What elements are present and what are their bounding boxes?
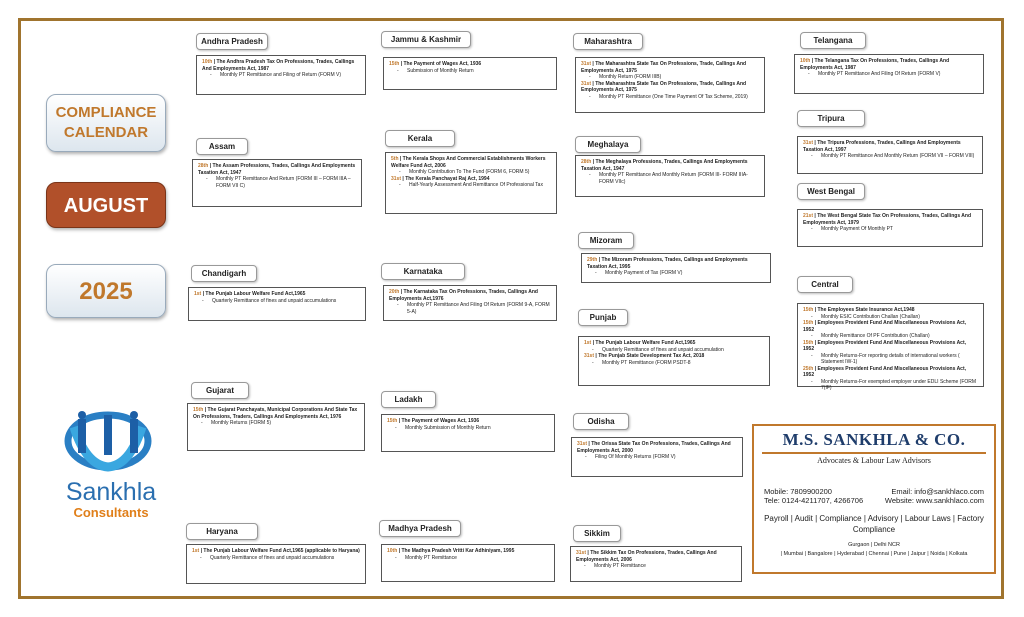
website-link[interactable]: Website: www.sankhlaco.com	[884, 496, 984, 505]
due-date: 31st	[577, 441, 589, 447]
state-box-wb	[797, 209, 983, 247]
compliance-item: - Monthly PT Remittance And Monthly Return (FORM III- FORM IIIA-FORM VIIc)	[581, 172, 759, 185]
state-box-haryana	[186, 544, 366, 584]
state-box-chandigarh	[188, 287, 366, 321]
compliance-item: - Monthly PT Remittance (One Time Payment Of Tax Scheme, 2019)	[581, 94, 759, 101]
act-name: | The Andhra Pradesh Tax On Professions, Trades, Callings And Employments Act, 1987	[202, 59, 355, 72]
state-box-maharashtra	[575, 57, 765, 113]
act-name: | The Punjab Labour Welfare Fund Act,1965	[592, 340, 696, 346]
compliance-item: - Monthly Payment of Tax (FORM V)	[587, 270, 765, 277]
act-title	[193, 407, 359, 420]
state-tag-sikkim: Sikkim	[573, 525, 621, 542]
act-name: | The Karnataka Tax On Professions, Trades, Callings And Employments Act,1976	[389, 289, 538, 302]
act-name: | The Madhya Pradesh Vritti Kar Adhiniyam, 1995	[398, 548, 515, 554]
due-date: 15th	[387, 418, 399, 424]
act-title	[202, 59, 360, 72]
act-title	[800, 58, 978, 71]
compliance-item: - Quarterly Remittance of fines and unpaid accumulation	[584, 347, 764, 354]
state-box-sikkim	[570, 546, 742, 582]
state-box-jk	[383, 57, 557, 90]
state-tag-telangana: Telangana	[800, 32, 866, 49]
act-name: | The Mizoram Professions, Trades, Callings and Employments Taxation Act, 1995	[587, 257, 748, 270]
brand-name: Sankhla	[65, 478, 157, 506]
state-tag-ladakh: Ladakh	[381, 391, 436, 408]
compliance-item: - Monthly Return (FORM IIIB)	[581, 74, 759, 81]
sankhla-logo	[46, 405, 176, 525]
due-date: 31st	[391, 175, 403, 182]
due-date: 15th	[193, 407, 205, 413]
act-name: | Employees Provident Fund And Miscellaneous Provisions Act, 1952	[803, 365, 967, 378]
state-tag-kerala: Kerala	[385, 130, 455, 147]
email-address[interactable]: Email: info@sankhlaco.com	[891, 487, 984, 496]
act-name: | The Telangana Tax On Professions, Trades, Callings And Employments Act, 1987	[800, 58, 950, 71]
telephone-number: Tele: 0124-4211707, 4266706	[764, 496, 864, 505]
state-box-karnataka	[383, 285, 557, 321]
state-box-odisha	[571, 437, 743, 477]
act-title	[576, 550, 736, 563]
compliance-item: - Monthly PT Remittance And Monthly Return (FORM VII – FORM VIII)	[803, 153, 977, 160]
locations-other: | Mumbai | Bangalore | Hyderabad | Chennai | Pune | Jaipur | Noida | Kolkata	[780, 551, 968, 557]
compliance-item: - Monthly PT Remittance And Filing Of Return (FORM V)	[800, 71, 978, 78]
state-box-mizoram	[581, 253, 771, 283]
locations-main: Gurgaon | Delhi NCR	[848, 542, 900, 548]
due-date: 25th	[803, 365, 815, 372]
due-date: 31st	[576, 550, 588, 556]
compliance-item: - Quarterly Remittance of fines and unpaid accumulations	[194, 298, 360, 305]
state-box-telangana	[794, 54, 984, 94]
due-date: 28th	[198, 163, 210, 169]
state-box-mp	[381, 544, 555, 582]
act-name: | Employees Provident Fund And Miscellaneous Provisions Act, 1952	[803, 339, 967, 352]
mobile-number: Mobile: 7809900200	[764, 487, 832, 496]
act-title	[803, 366, 978, 379]
act-name: | The Punjab Labour Welfare Fund Act,1965	[202, 291, 306, 297]
compliance-item: - Monthly ESIC Contribution Challan (Challan)	[803, 314, 978, 321]
compliance-item: - Monthly PT Remittance	[387, 555, 549, 562]
month-label: AUGUST	[46, 182, 166, 228]
state-tag-central: Central	[797, 276, 853, 293]
act-title	[391, 156, 551, 169]
state-tag-mp: Madhya Pradesh	[379, 520, 461, 537]
state-box-central	[797, 303, 984, 391]
contact-card	[752, 424, 996, 574]
compliance-item: - Submission of Monthly Return	[389, 68, 551, 75]
due-date: 31st	[803, 140, 815, 146]
due-date: 29th	[587, 257, 599, 263]
act-name: | The Gujarat Panchayats, Municipal Corporations And State Tax On Professions, Traders, Callings And Employments Act, 1976	[193, 407, 358, 420]
act-name: | The Tripura Professions, Trades, Callings And Employments Taxation Act, 1997	[803, 140, 961, 153]
compliance-calendar-title: COMPLIANCE CALENDAR	[46, 94, 166, 152]
year-label: 2025	[46, 264, 166, 318]
act-name: | The Punjab Labour Welfare Fund Act,1965 (applicable to Haryana)	[200, 548, 360, 554]
company-name: M.S. SANKHLA & CO.	[782, 430, 966, 449]
act-title	[587, 257, 765, 270]
services-list: Payroll | Audit | Compliance | Advisory | Labour Laws | Factory Compliance	[764, 514, 984, 534]
compliance-item: - Monthly PT Remittance and Filing of Return (FORM V)	[202, 72, 360, 79]
state-tag-punjab: Punjab	[578, 309, 628, 326]
state-tag-meghalaya: Meghalaya	[575, 136, 641, 153]
due-date: 20th	[389, 289, 401, 295]
act-name: | The Punjab State Development Tax Act, 2018	[595, 353, 705, 359]
due-date: 5th	[391, 156, 400, 162]
brand-subtitle: Consultants	[73, 505, 149, 520]
act-name: | The Kerala Shops And Commercial Establishments Workers Welfare Fund Act, 2006	[391, 156, 546, 169]
due-date: 31st	[581, 80, 593, 87]
due-date: 1st	[192, 548, 201, 554]
state-tag-maharashtra: Maharashtra	[573, 33, 643, 50]
compliance-item: - Monthly Submission of Monthly Return	[387, 425, 549, 432]
act-title	[577, 441, 737, 454]
state-tag-mizoram: Mizoram	[578, 232, 634, 249]
compliance-item: - Monthly PT Remittance And Filing Of Return (FORM 9-A, FORM 5-A)	[389, 302, 551, 315]
act-name: | The Employees State Insurance Act,1948	[814, 307, 915, 313]
due-date: 15th	[389, 61, 401, 67]
divider	[762, 452, 986, 454]
act-name: | The Meghalaya Professions, Trades, Callings And Employments Taxation Act, 1947	[581, 159, 748, 172]
due-date: 15th	[803, 320, 815, 326]
state-tag-chandigarh: Chandigarh	[191, 265, 257, 282]
state-box-meghalaya	[575, 155, 765, 197]
act-title	[581, 159, 759, 172]
compliance-item: - Monthly Returns-For exempted employer under EDLI Scheme (FORM 7(IF)	[803, 379, 978, 392]
act-name: | The Maharashtra State Tax On Professions, Trade, Callings And Employments Act, 1975	[581, 61, 747, 74]
compliance-item: - Filing Of Monthly Returns (FORM V)	[577, 454, 737, 461]
act-title	[198, 163, 356, 176]
act-title	[803, 140, 977, 153]
act-name: | The Kerala Panchayat Raj Act, 1994	[402, 175, 490, 182]
state-tag-wb: West Bengal	[797, 183, 865, 200]
act-title	[803, 340, 978, 353]
act-name: | The West Bengal State Tax On Professions, Trades, Callings And Employments Act, 1979	[803, 213, 972, 226]
compliance-item: - Monthly PT Remittance (FORM PSDT-8	[584, 360, 764, 367]
state-box-ladakh	[381, 414, 555, 452]
compliance-item: - Quarterly Remittance of fines and unpaid accumulations	[192, 555, 360, 562]
state-tag-jk: Jammu & Kashmir	[381, 31, 471, 48]
compliance-item: - Monthly Contribution To The Fund (FORM 6, FORM 5)	[391, 169, 551, 176]
due-date: 10th	[800, 58, 812, 64]
act-title	[803, 213, 977, 226]
compliance-item: - Monthly Returns-For reporting details of international workers ( Statement IW-1)	[803, 353, 978, 366]
state-tag-odisha: Odisha	[573, 413, 629, 430]
act-name: | The Payment of Wages Act, 1936	[400, 61, 482, 67]
act-name: | The Sikkim Tax On Professions, Trades, Callings And Employments Act, 2006	[576, 550, 717, 563]
state-box-andhra	[196, 55, 366, 95]
compliance-item: - Half-Yearly Assessment And Remittance Of Professional Tax	[391, 182, 551, 189]
due-date: 15th	[803, 307, 815, 313]
state-box-assam	[192, 159, 362, 207]
act-title	[803, 320, 978, 333]
state-tag-gujarat: Gujarat	[191, 382, 249, 399]
compliance-item: - Monthly PT Remittance	[576, 563, 736, 570]
state-tag-andhra: Andhra Pradesh	[196, 33, 268, 50]
act-title	[581, 61, 759, 74]
compliance-item: - Monthly Returns (FORM 5)	[193, 420, 359, 427]
state-tag-tripura: Tripura	[797, 110, 865, 127]
compliance-item: - Monthly Payment Of Monthly PT	[803, 226, 977, 233]
state-tag-karnataka: Karnataka	[381, 263, 465, 280]
act-name: | The Maharashtra State Tax On Professions, Trade, Callings And Employments Act, 1975	[581, 80, 747, 93]
act-title	[581, 81, 759, 94]
due-date: 10th	[387, 548, 399, 554]
company-tagline: Advocates & Labour Law Advisors	[817, 456, 931, 465]
act-name: | The Orissa State Tax On Professions, Trades, Callings And Employments Act, 2000	[577, 441, 731, 454]
due-date: 28th	[581, 159, 593, 165]
act-name: | Employees Provident Fund And Miscellaneous Provisions Act, 1952	[803, 320, 967, 333]
compliance-item: - Monthly PT Remittance And Return (FORM III – FORM IIIA – FORM VII C)	[198, 176, 356, 189]
due-date: 31st	[581, 61, 593, 67]
state-tag-assam: Assam	[196, 138, 248, 155]
state-box-gujarat	[187, 403, 365, 451]
state-box-punjab	[578, 336, 770, 386]
due-date: 21st	[803, 213, 815, 219]
act-title	[389, 289, 551, 302]
logo-mark-icon	[46, 405, 176, 475]
state-box-tripura	[797, 136, 983, 174]
due-date: 15th	[803, 339, 815, 346]
compliance-item: - Monthly Remittance Of PF Contribution (Challan)	[803, 333, 978, 340]
due-date: 1st	[194, 291, 203, 297]
due-date: 31st	[584, 353, 596, 359]
due-date: 10th	[202, 59, 214, 65]
state-box-kerala	[385, 152, 557, 214]
act-name: | The Payment of Wages Act, 1936	[398, 418, 480, 424]
state-tag-haryana: Haryana	[186, 523, 258, 540]
act-name: | The Assam Professions, Trades, Callings And Employments Taxation Act, 1947	[198, 163, 356, 176]
due-date: 1st	[584, 340, 593, 346]
